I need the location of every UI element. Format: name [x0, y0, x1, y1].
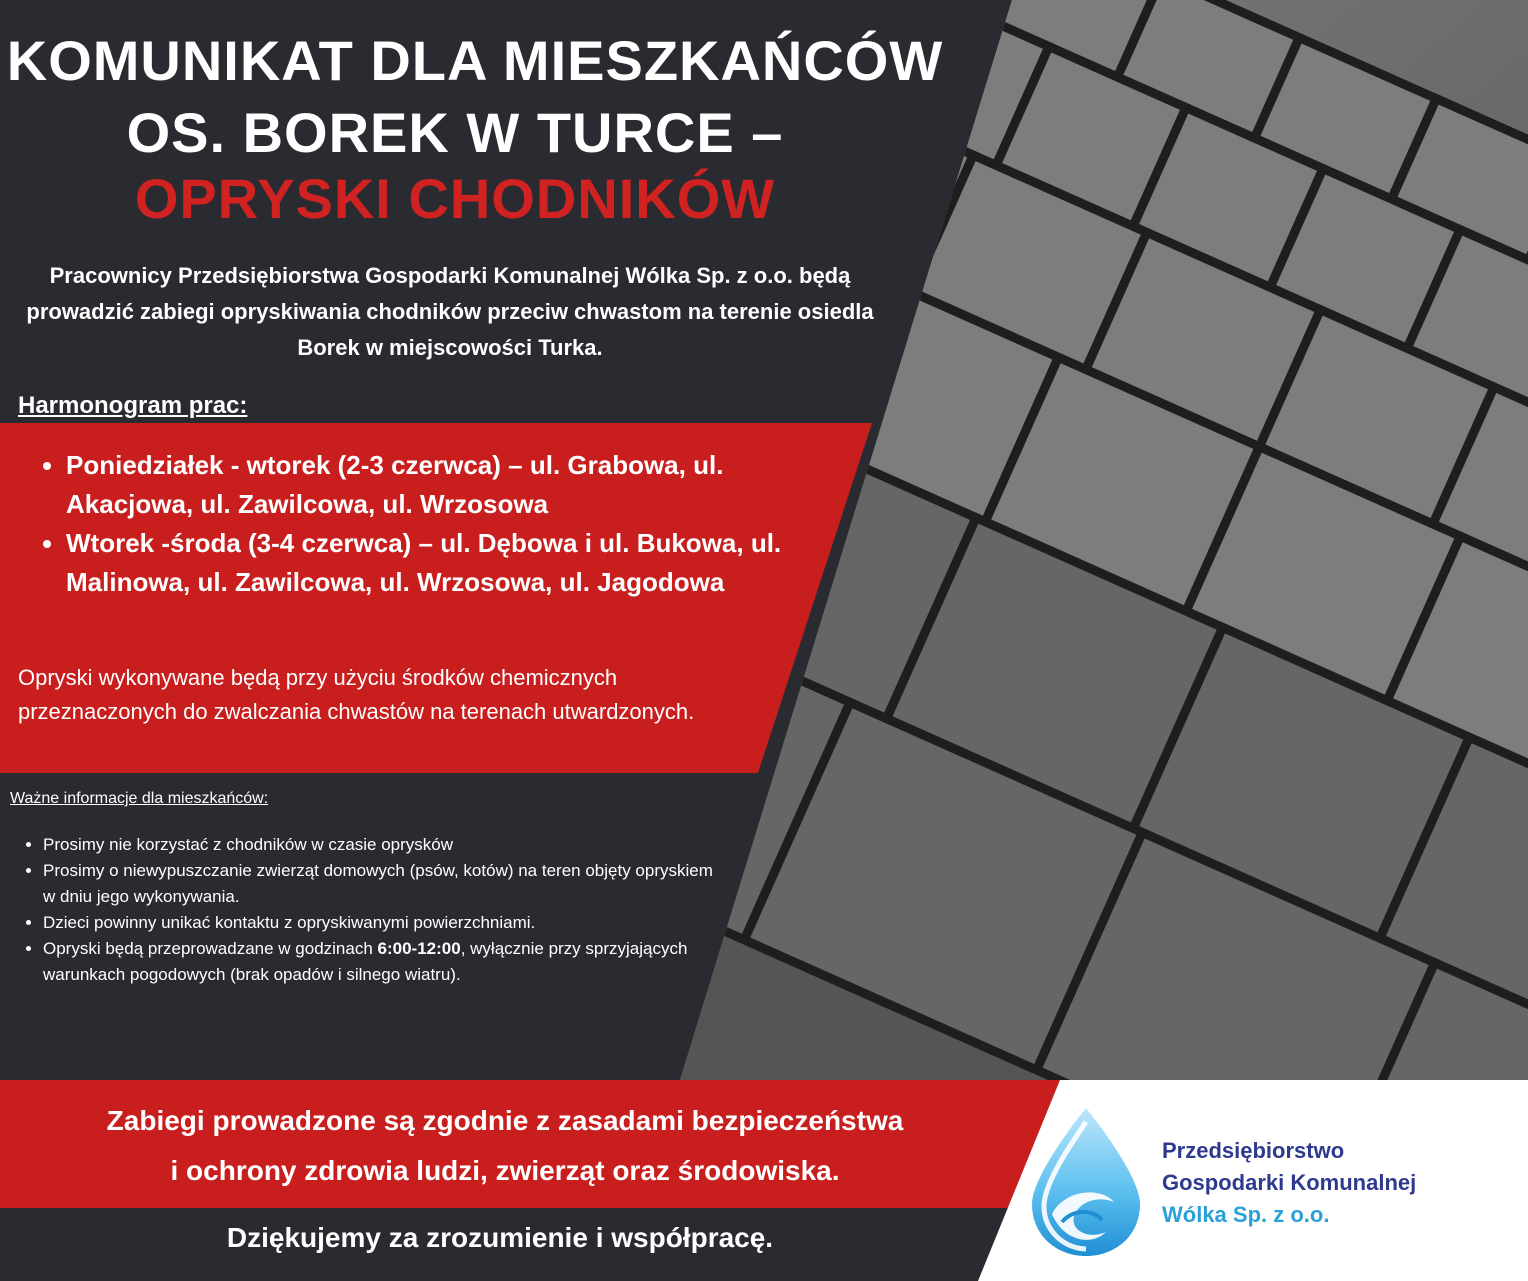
chemicals-note: Opryski wykonywane będą przy użyciu środków chemicznych przeznaczonych do zwalczania chwastów na terenach utwardzonych. — [18, 665, 695, 724]
footer-safety-line-1: Zabiegi prowadzone są zgodnie z zasadami bezpieczeństwa — [106, 1105, 904, 1136]
schedule-heading: Harmonogram prac: — [18, 392, 248, 419]
info-item-hours — [43, 936, 723, 988]
logo-line-1: Przedsiębiorstwo — [1162, 1138, 1345, 1163]
info-item: • Dzieci powinny unikać kontaktu z opryskiwanymi powierzchniami. — [43, 910, 723, 936]
footer-safety-text — [0, 1096, 1010, 1196]
info-item: • Prosimy nie korzystać z chodników w czasie oprysków — [43, 832, 723, 858]
title-line-3: OPRYSKI CHODNIKÓW — [134, 167, 776, 230]
intro-paragraph: Pracownicy Przedsiębiorstwa Gospodarki Komunalnej Wólka Sp. z o.o. będą prowadzić zabiegi opryskiwania chodników przeciw chwastom na terenie osiedla Borek w miejscowości Turka. — [26, 263, 874, 360]
company-logo-text — [1162, 1135, 1416, 1231]
logo-line-3: Wólka Sp. z o.o. — [1162, 1202, 1330, 1227]
schedule-item: • Poniedziałek - wtorek (2-3 czerwca) – ul. Grabowa, ul. Akacjowa, ul. Zawilcowa, ul. Wrzosowa — [66, 446, 856, 524]
logo-line-2: Gospodarki Komunalnej — [1162, 1170, 1417, 1195]
info-heading: Ważne informacje dla mieszkańców: — [10, 790, 269, 807]
title-line-1: KOMUNIKAT DLA MIESZKAŃCÓW — [6, 29, 944, 92]
schedule-item: • Wtorek -środa (3-4 czerwca) – ul. Dębowa i ul. Bukowa, ul. Malinowa, ul. Zawilcowa, ul. Wrzosowa, ul. Jagodowa — [66, 524, 856, 602]
info-item: • Prosimy o niewypuszczanie zwierząt domowych (psów, kotów) na teren objęty opryskiem w dniu jego wykonywania. — [43, 858, 723, 910]
hours-value: 6:00-12:00 — [377, 939, 461, 958]
schedule-list — [30, 446, 856, 602]
footer-thanks: Dziękujemy za zrozumienie i współpracę. — [226, 1222, 774, 1253]
title-line-2: OS. BOREK W TURCE – — [126, 101, 784, 164]
info-list — [10, 832, 723, 988]
hours-text-after: , wyłącznie przy sprzyjających warunkach pogodowych (brak opadów i silnego wiatru). — [43, 939, 688, 984]
footer-safety-line-2: i ochrony zdrowia ludzi, zwierząt oraz środowiska. — [170, 1155, 840, 1186]
hours-text-before: Opryski będą przeprowadzane w godzinach — [43, 939, 378, 958]
water-drop-icon — [1022, 1104, 1150, 1265]
